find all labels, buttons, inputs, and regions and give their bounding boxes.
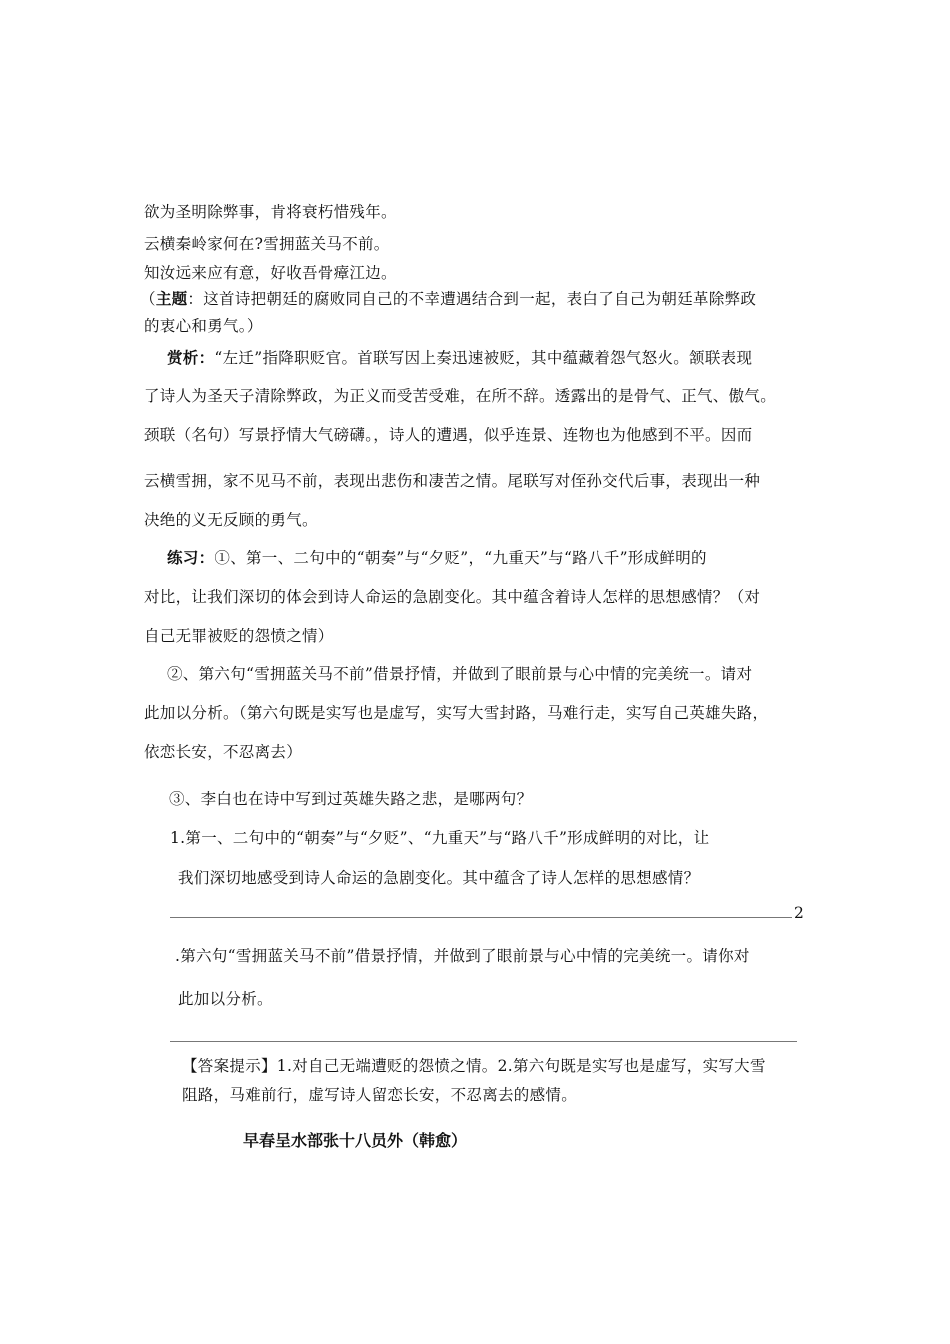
theme-open-paren: （ xyxy=(140,290,156,308)
theme-label: 主题 xyxy=(155,289,188,308)
analysis-line-4: 云横雪拥，家不见马不前，表现出悲伤和凄苦之情。尾联写对侄孙交代后事，表现出一种 xyxy=(144,472,761,490)
question-1-line-1: 1.第一、二句中的“朝奏”与“夕贬”、“九重天”与“路八千”形成鲜明的对比，让 xyxy=(170,829,710,847)
exercise-q2-line-3: 依恋长安，不忍离去） xyxy=(144,743,303,761)
poem-line-3: 知汝远来应有意，好收吾骨瘴江边。 xyxy=(144,264,397,282)
theme-line-1 xyxy=(140,287,756,309)
analysis-line-5: 决绝的义无反顾的勇气。 xyxy=(144,511,318,529)
poem-line-1: 欲为圣明除弊事，肯将衰朽惜残年。 xyxy=(144,203,397,221)
answer-hint-line-2: 阻路，马难前行，虚写诗人留恋长安，不忍离去的感情。 xyxy=(182,1086,578,1104)
analysis-line-3: 颈联（名句）写景抒情大气磅礴。，诗人的遭遇，似乎连景、连物也为他感到不平。因而 xyxy=(144,426,753,444)
poem-line-2: 云横秦岭家何在?雪拥蓝关马不前。 xyxy=(144,235,390,253)
next-poem-title: 早春呈水部张十八员外（韩愈） xyxy=(243,1131,468,1150)
question-2-line-2: 此加以分析。 xyxy=(178,990,273,1008)
exercise-q1-line-1 xyxy=(167,546,707,568)
answer-hint-line-1: 【答案提示】1.对自己无端遭贬的怨愤之情。2.第六句既是实写也是虚写，实写大雪 xyxy=(182,1057,766,1075)
exercise-q3: ③、李白也在诗中写到过英雄失路之悲，是哪两句？ xyxy=(169,790,533,808)
answer-blank-line-1 xyxy=(170,917,792,918)
exercise-label: 练习： xyxy=(167,548,215,567)
theme-line-2: 的衷心和勇气。） xyxy=(144,317,263,335)
analysis-line-2: 了诗人为圣天子清除弊政，为正义而受苦受难，在所不辞。透露出的是骨气、正气、傲气。 xyxy=(144,387,777,405)
answer-blank-line-2 xyxy=(170,1041,797,1042)
exercise-q1-text: ①、第一、二句中的“朝奏”与“夕贬”，“九重天”与“路八千”形成鲜明的 xyxy=(214,549,707,567)
exercise-q2-line-1: ②、第六句“雪拥蓝关马不前”借景抒情，并做到了眼前景与心中情的完美统一。请对 xyxy=(167,665,753,683)
exercise-q1-line-2: 对比，让我们深切的体会到诗人命运的急剧变化。其中蕴含着诗人怎样的思想感情？（对 xyxy=(144,588,761,606)
page-marker: 2 xyxy=(794,904,805,922)
theme-text: ：这首诗把朝廷的腐败同自己的不幸遭遇结合到一起，表白了自己为朝廷革除弊政 xyxy=(187,290,757,308)
analysis-text: “左迁”指降职贬官。首联写因上奏迅速被贬，其中蕴藏着怨气怒火。颔联表现 xyxy=(214,349,753,367)
exercise-q1-line-3: 自己无罪被贬的怨愤之情） xyxy=(144,627,334,645)
question-1-line-2: 我们深切地感受到诗人命运的急剧变化。其中蕴含了诗人怎样的思想感情？ xyxy=(178,869,700,887)
exercise-q2-line-2: 此加以分析。（第六句既是实写也是虚写，实写大雪封路，马难行走，实写自己英雄失路， xyxy=(144,704,769,722)
question-2-line-1: .第六句“雪拥蓝关马不前”借景抒情，并做到了眼前景与心中情的完美统一。请你对 xyxy=(175,947,750,965)
analysis-line-1 xyxy=(167,346,752,368)
analysis-label: 赏析： xyxy=(167,348,215,367)
